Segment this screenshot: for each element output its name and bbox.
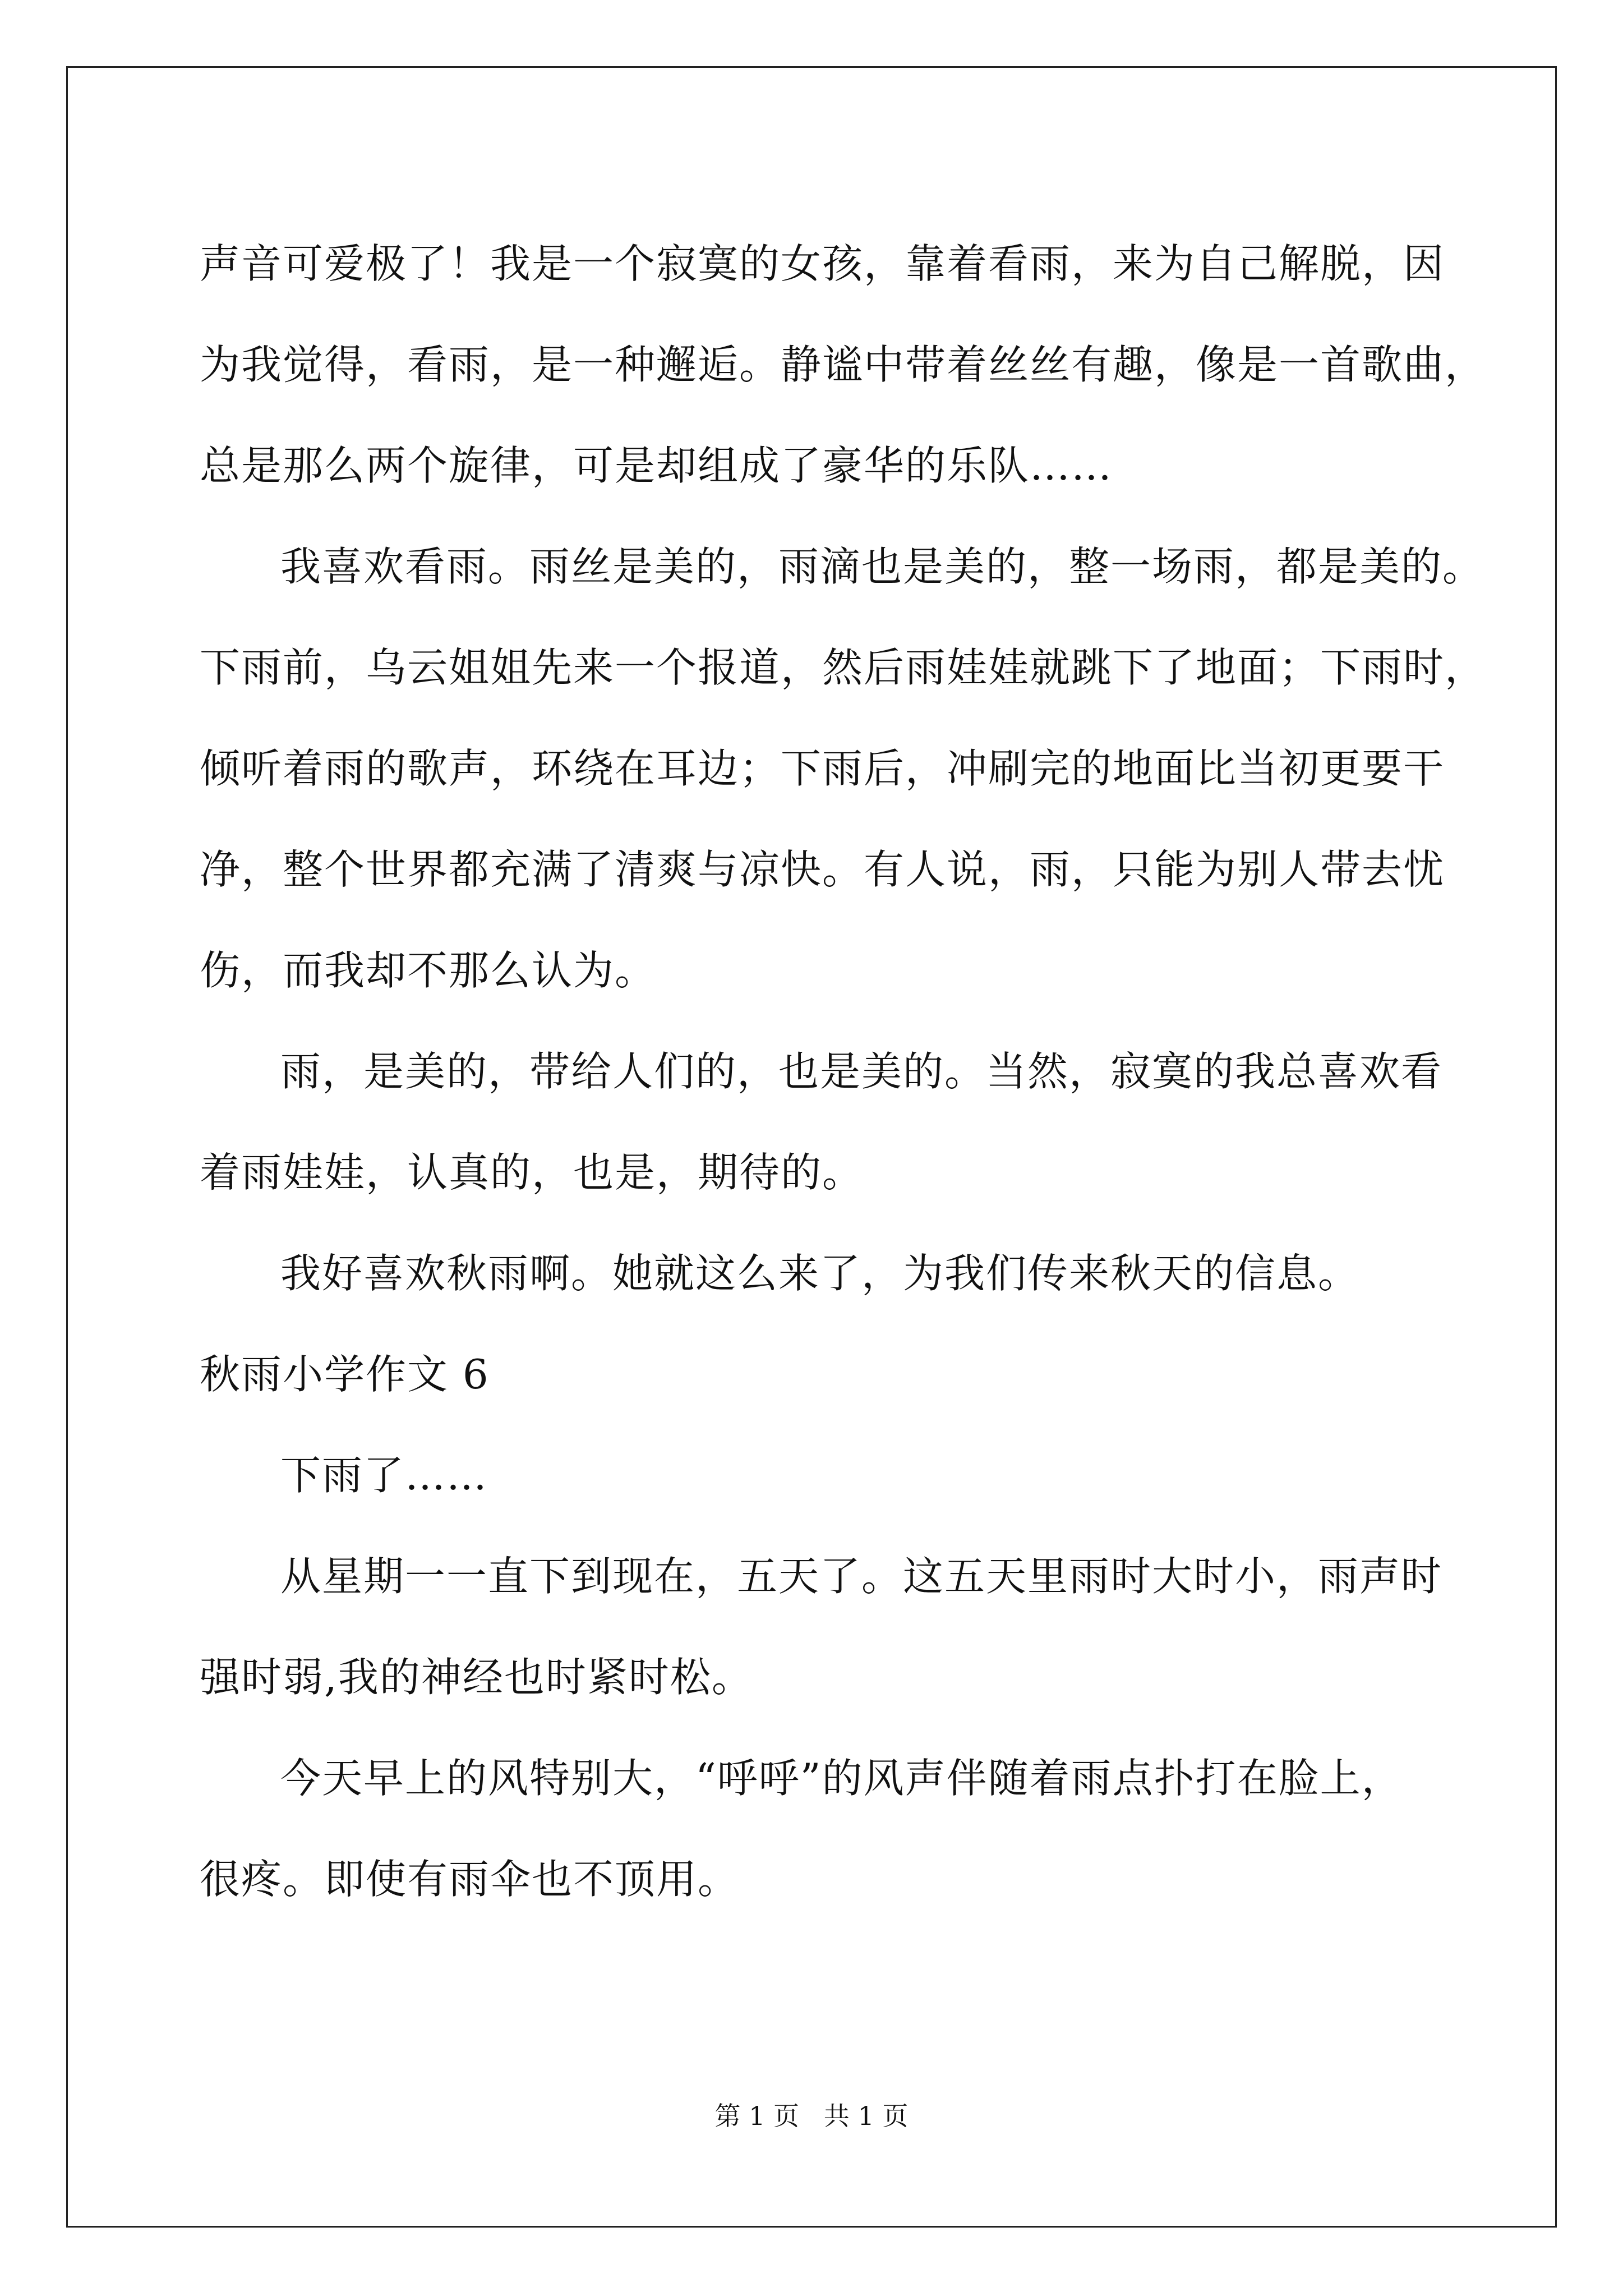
text-line: 强时弱,我的神经也时紧时松。 [200,1654,753,1701]
text-line: 雨，是美的，带给人们的，也是美的。当然，寂寞的我总喜欢看 [280,1048,1443,1095]
text-line: 为我觉得，看雨，是一种邂逅。静谧中带着丝丝有趣，像是一首歌曲， [200,341,1487,388]
text-line: 声音可爱极了！我是一个寂寞的女孩，靠着看雨，来为自己解脱，因 [200,240,1445,287]
text-line: 我喜欢看雨。雨丝是美的，雨滴也是美的，整一场雨，都是美的。 [280,543,1484,590]
text-line: 下雨前，乌云姐姐先来一个报道，然后雨娃娃就跳下了地面；下雨时， [200,644,1487,691]
section-heading: 秋雨小学作文 6 [200,1351,490,1398]
text-line: 倾听着雨的歌声，环绕在耳边；下雨后，冲刷完的地面比当初更要干 [200,745,1445,792]
text-line: 着雨娃娃，认真的，也是，期待的。 [200,1149,864,1196]
text-line: 下雨了…… [280,1452,488,1499]
page-footer: 第 1 页 共 1 页 [714,2101,909,2131]
text-line: 今天早上的风特别大，“呼呼”的风声伴随着雨点扑打在脸上， [280,1755,1403,1802]
text-line: 伤，而我却不那么认为。 [200,947,657,994]
text-line: 净，整个世界都充满了清爽与凉快。有人说，雨，只能为别人带去忧 [200,846,1445,893]
text-line: 很疼。即使有雨伞也不顶用。 [200,1856,740,1903]
text-line: 我好喜欢秋雨啊。她就这么来了，为我们传来秋天的信息。 [280,1250,1360,1297]
text-line: 从星期一一直下到现在，五天了。这五天里雨时大时小，雨声时 [280,1553,1443,1600]
document-body [200,213,1487,1930]
text-line: 总是那么两个旋律，可是却组成了豪华的乐队…… [200,442,1113,489]
